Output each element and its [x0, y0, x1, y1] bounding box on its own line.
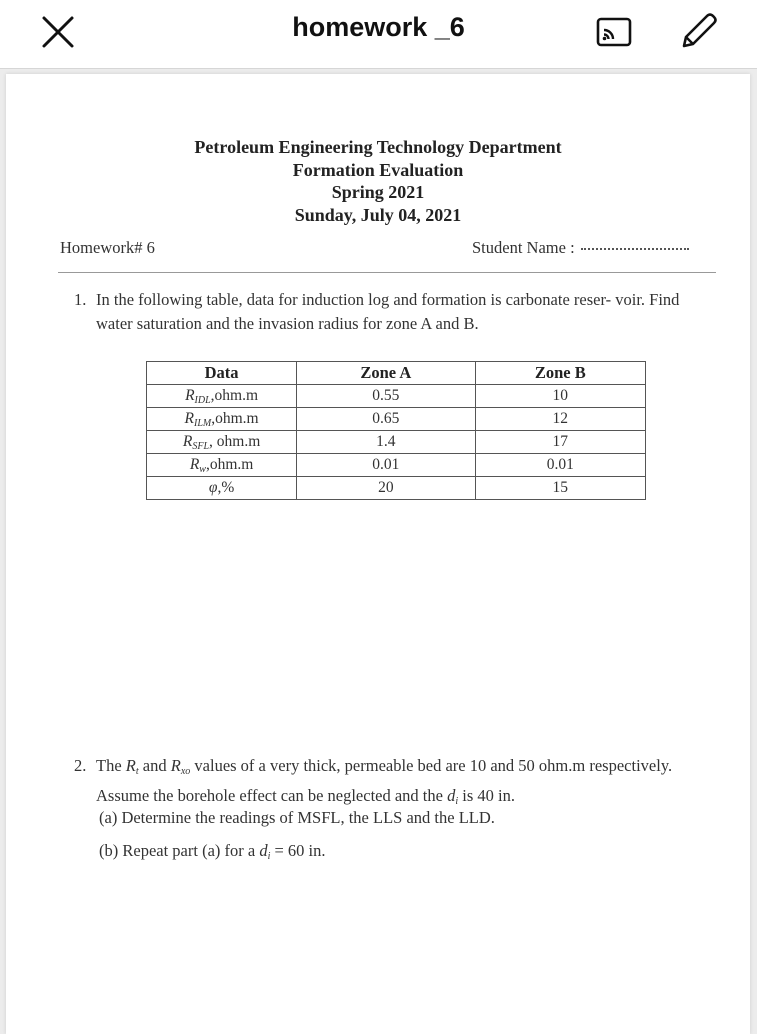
date-label: Sunday, July 04, 2021 — [294, 204, 462, 225]
table-cell: 12 — [475, 408, 645, 431]
department-title: Petroleum Engineering Technology Department — [194, 137, 562, 157]
table-cell: 10 — [475, 385, 645, 408]
close-icon — [38, 12, 78, 52]
table-cell-parameter: $R_w,ohm.m$ — [147, 454, 297, 477]
data-table — [146, 361, 646, 500]
question-2-part-a: (a) Determine the readings of MSFL, the LLS and the LLD. — [99, 808, 495, 827]
table-header-row — [147, 362, 646, 385]
table-cell-parameter: $R_{SFL}$, ohm.m — [147, 431, 297, 454]
table-cell: 0.55 — [297, 385, 475, 408]
divider — [58, 272, 716, 273]
table-cell: 17 — [475, 431, 645, 454]
table-cell: 0.01 — [297, 454, 475, 477]
question-2-part-b: (b) Repeat part (a) for a $d_i = 60$ in. — [99, 841, 326, 862]
table-row — [147, 454, 646, 477]
course-title: Formation Evaluation — [292, 159, 464, 180]
document-page — [6, 74, 750, 1034]
question-number: 2. — [74, 756, 87, 775]
question-1 — [74, 288, 706, 336]
cast-button[interactable] — [595, 16, 633, 48]
table-cell: 1.4 — [297, 431, 475, 454]
document-title: homework _6 — [292, 12, 465, 42]
student-name-label: Student Name : — [472, 238, 575, 257]
homework-number: Homework# 6 — [60, 238, 155, 257]
table-row — [147, 385, 646, 408]
term-label: Spring 2021 — [331, 182, 425, 202]
table-row — [147, 408, 646, 431]
table-row — [147, 477, 646, 500]
question-2 — [74, 754, 706, 814]
table-cell: 0.01 — [475, 454, 645, 477]
table-cell: 0.65 — [297, 408, 475, 431]
edit-button[interactable] — [678, 10, 720, 52]
question-text: In the following table, data for induction log and formation is carbonate reser- voir. Find water saturation and the invasion radius for zone A and B. — [96, 290, 680, 333]
table-cell-parameter: $R_{ILM},ohm.m$ — [147, 408, 297, 431]
document-header — [6, 136, 750, 226]
table-cell-parameter: $R_{IDL},ohm.m$ — [147, 385, 297, 408]
student-name-field — [472, 238, 689, 258]
top-bar — [0, 0, 757, 69]
table-cell: 20 — [297, 477, 475, 500]
cast-icon — [595, 16, 633, 48]
student-name-blank — [581, 248, 689, 250]
table-header: Zone A — [297, 362, 475, 385]
table-cell-parameter: φ,% — [147, 477, 297, 500]
question-number: 1. — [74, 290, 87, 309]
table-header: Data — [147, 362, 297, 385]
table-cell: 15 — [475, 477, 645, 500]
close-button[interactable] — [38, 12, 78, 52]
table-header: Zone B — [475, 362, 645, 385]
pencil-icon — [678, 10, 720, 52]
question-text: The $R_t$ and $R_{xo}$ values of a very thick, permeable bed are 10 and 50 ohm.m respectively. Assume the borehole effect can be neglected and the $d_i$ is 40 in. — [96, 756, 673, 807]
table-row — [147, 431, 646, 454]
